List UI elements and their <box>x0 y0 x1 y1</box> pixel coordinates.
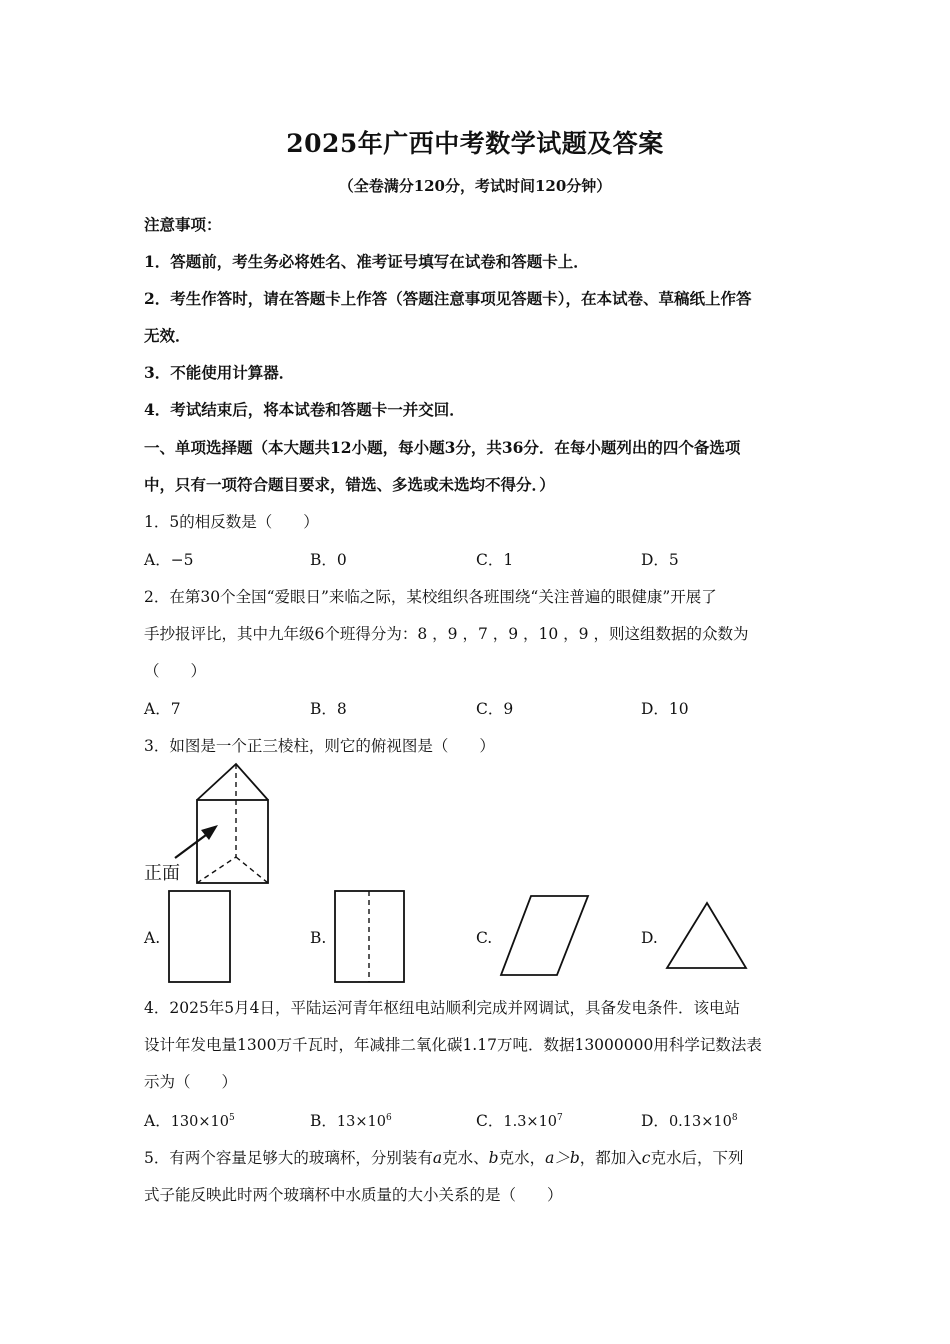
page-subtitle: （全卷满分120分，考试时间120分钟） <box>338 177 612 195</box>
q1-option-c: C．1 <box>476 551 514 569</box>
prism-top-edge <box>197 764 268 800</box>
prism-front-label: 正面 <box>144 863 180 884</box>
q2-line1: 2．在第30个全国“爱眼日”来临之际，某校组织各班围绕“关注普遍的眼健康”开展了 <box>144 588 717 606</box>
q1-stem: 1．5的相反数是（ ） <box>144 513 319 531</box>
q3-stem: 3．如图是一个正三棱柱，则它的俯视图是（ ） <box>144 737 495 755</box>
q3-option-d-letter: D. <box>641 929 658 947</box>
q5-var-b: b <box>488 1149 499 1167</box>
q3-option-b-rectangle-dashed <box>332 888 408 985</box>
q4-line1: 4．2025年5月4日，平陆运河青年枢纽电站顺利完成并网调试，具备发电条件．该电站 <box>144 999 741 1017</box>
q4-line2: 设计年发电量1300万千瓦时，年减排二氧化碳1.17万吨．数据13000000用科学记数法表 <box>144 1036 762 1054</box>
q3-option-c-letter: C. <box>476 929 493 947</box>
q3-option-d-triangle <box>664 900 750 972</box>
q2-option-a: A．7 <box>144 700 181 718</box>
q5-var-c: c <box>641 1149 651 1167</box>
q4-option-a-exponent: 5 <box>228 1113 235 1123</box>
q5-line1: 5．有两个容量足够大的玻璃杯，分别装有a克水、b克水，a＞b，都加入c克水后，下列 <box>144 1149 744 1167</box>
q2-option-c: C．9 <box>476 700 514 718</box>
prism-front-face <box>197 800 268 883</box>
notice-item-2: 2．考生作答时，请在答题卡上作答（答题注意事项见答题卡），在本试卷、草稿纸上作答 <box>144 289 752 308</box>
notice-item-2-cont: 无效． <box>144 326 191 345</box>
q1-option-b: B．0 <box>310 551 347 569</box>
q4-option-a-base: 130×10 <box>170 1114 229 1130</box>
section1-line1: 一、单项选择题（本大题共12小题，每小题3分，共36分．在每小题列出的四个备选项 <box>144 438 741 457</box>
q4-line3: 示为（ ） <box>144 1073 238 1091</box>
q3-option-a-rectangle <box>166 888 234 985</box>
q5-inequality: a＞b <box>545 1149 580 1167</box>
q2-line2: 手抄报评比，其中九年级6个班得分为：8 ，9 ，7 ，9 ，10 ，9 ，则这组数据的众数为 <box>144 625 749 643</box>
q3-option-c-parallelogram <box>498 893 592 979</box>
q4-option-b-base: 13×10 <box>336 1114 386 1130</box>
q4-option-b-exponent: 6 <box>385 1113 392 1123</box>
prism-hidden-base-left <box>197 857 236 883</box>
q1-option-a: A．−5 <box>144 551 194 569</box>
section1-line2: 中，只有一项符合题目要求，错选、多选或未选均不得分．） <box>144 475 555 494</box>
q4-option-c-base: 1.3×10 <box>503 1114 558 1130</box>
q2-option-d: D．10 <box>641 700 689 718</box>
q5-line2: 式子能反映此时两个玻璃杯中水质量的大小关系的是（ ） <box>144 1186 563 1204</box>
q3-option-b-letter: B. <box>310 929 327 947</box>
notice-item-1: 1．答题前，考生务必将姓名、准考证号填写在试卷和答题卡上． <box>144 252 589 271</box>
q4-option-d-base: 0.13×10 <box>668 1114 732 1130</box>
q5-var-a: a <box>432 1149 443 1167</box>
q2-line3: （ ） <box>144 662 207 680</box>
page-title: 2025年广西中考数学试题及答案 <box>286 129 664 158</box>
q4-option-b: B．$13\times 10^6$ <box>310 1112 392 1130</box>
q3-option-a-letter: A. <box>144 929 161 947</box>
q4-option-d: D．$0.13\times 10^8$ <box>641 1112 738 1130</box>
notice-heading: 注意事项： <box>144 215 222 234</box>
prism-hidden-base-right <box>236 857 268 883</box>
notice-item-4: 4．考试结束后，将本试卷和答题卡一并交回． <box>144 400 465 419</box>
q2-option-b: B．8 <box>310 700 347 718</box>
q4-option-d-exponent: 8 <box>731 1113 738 1123</box>
q1-option-d: D．5 <box>641 551 679 569</box>
q4-option-c-exponent: 7 <box>557 1113 563 1123</box>
q4-option-a: A．$130\times 10^5$ <box>144 1112 235 1130</box>
q4-option-c: C．$1.3\times 10^7$ <box>476 1112 563 1130</box>
notice-item-3: 3．不能使用计算器． <box>144 363 295 382</box>
